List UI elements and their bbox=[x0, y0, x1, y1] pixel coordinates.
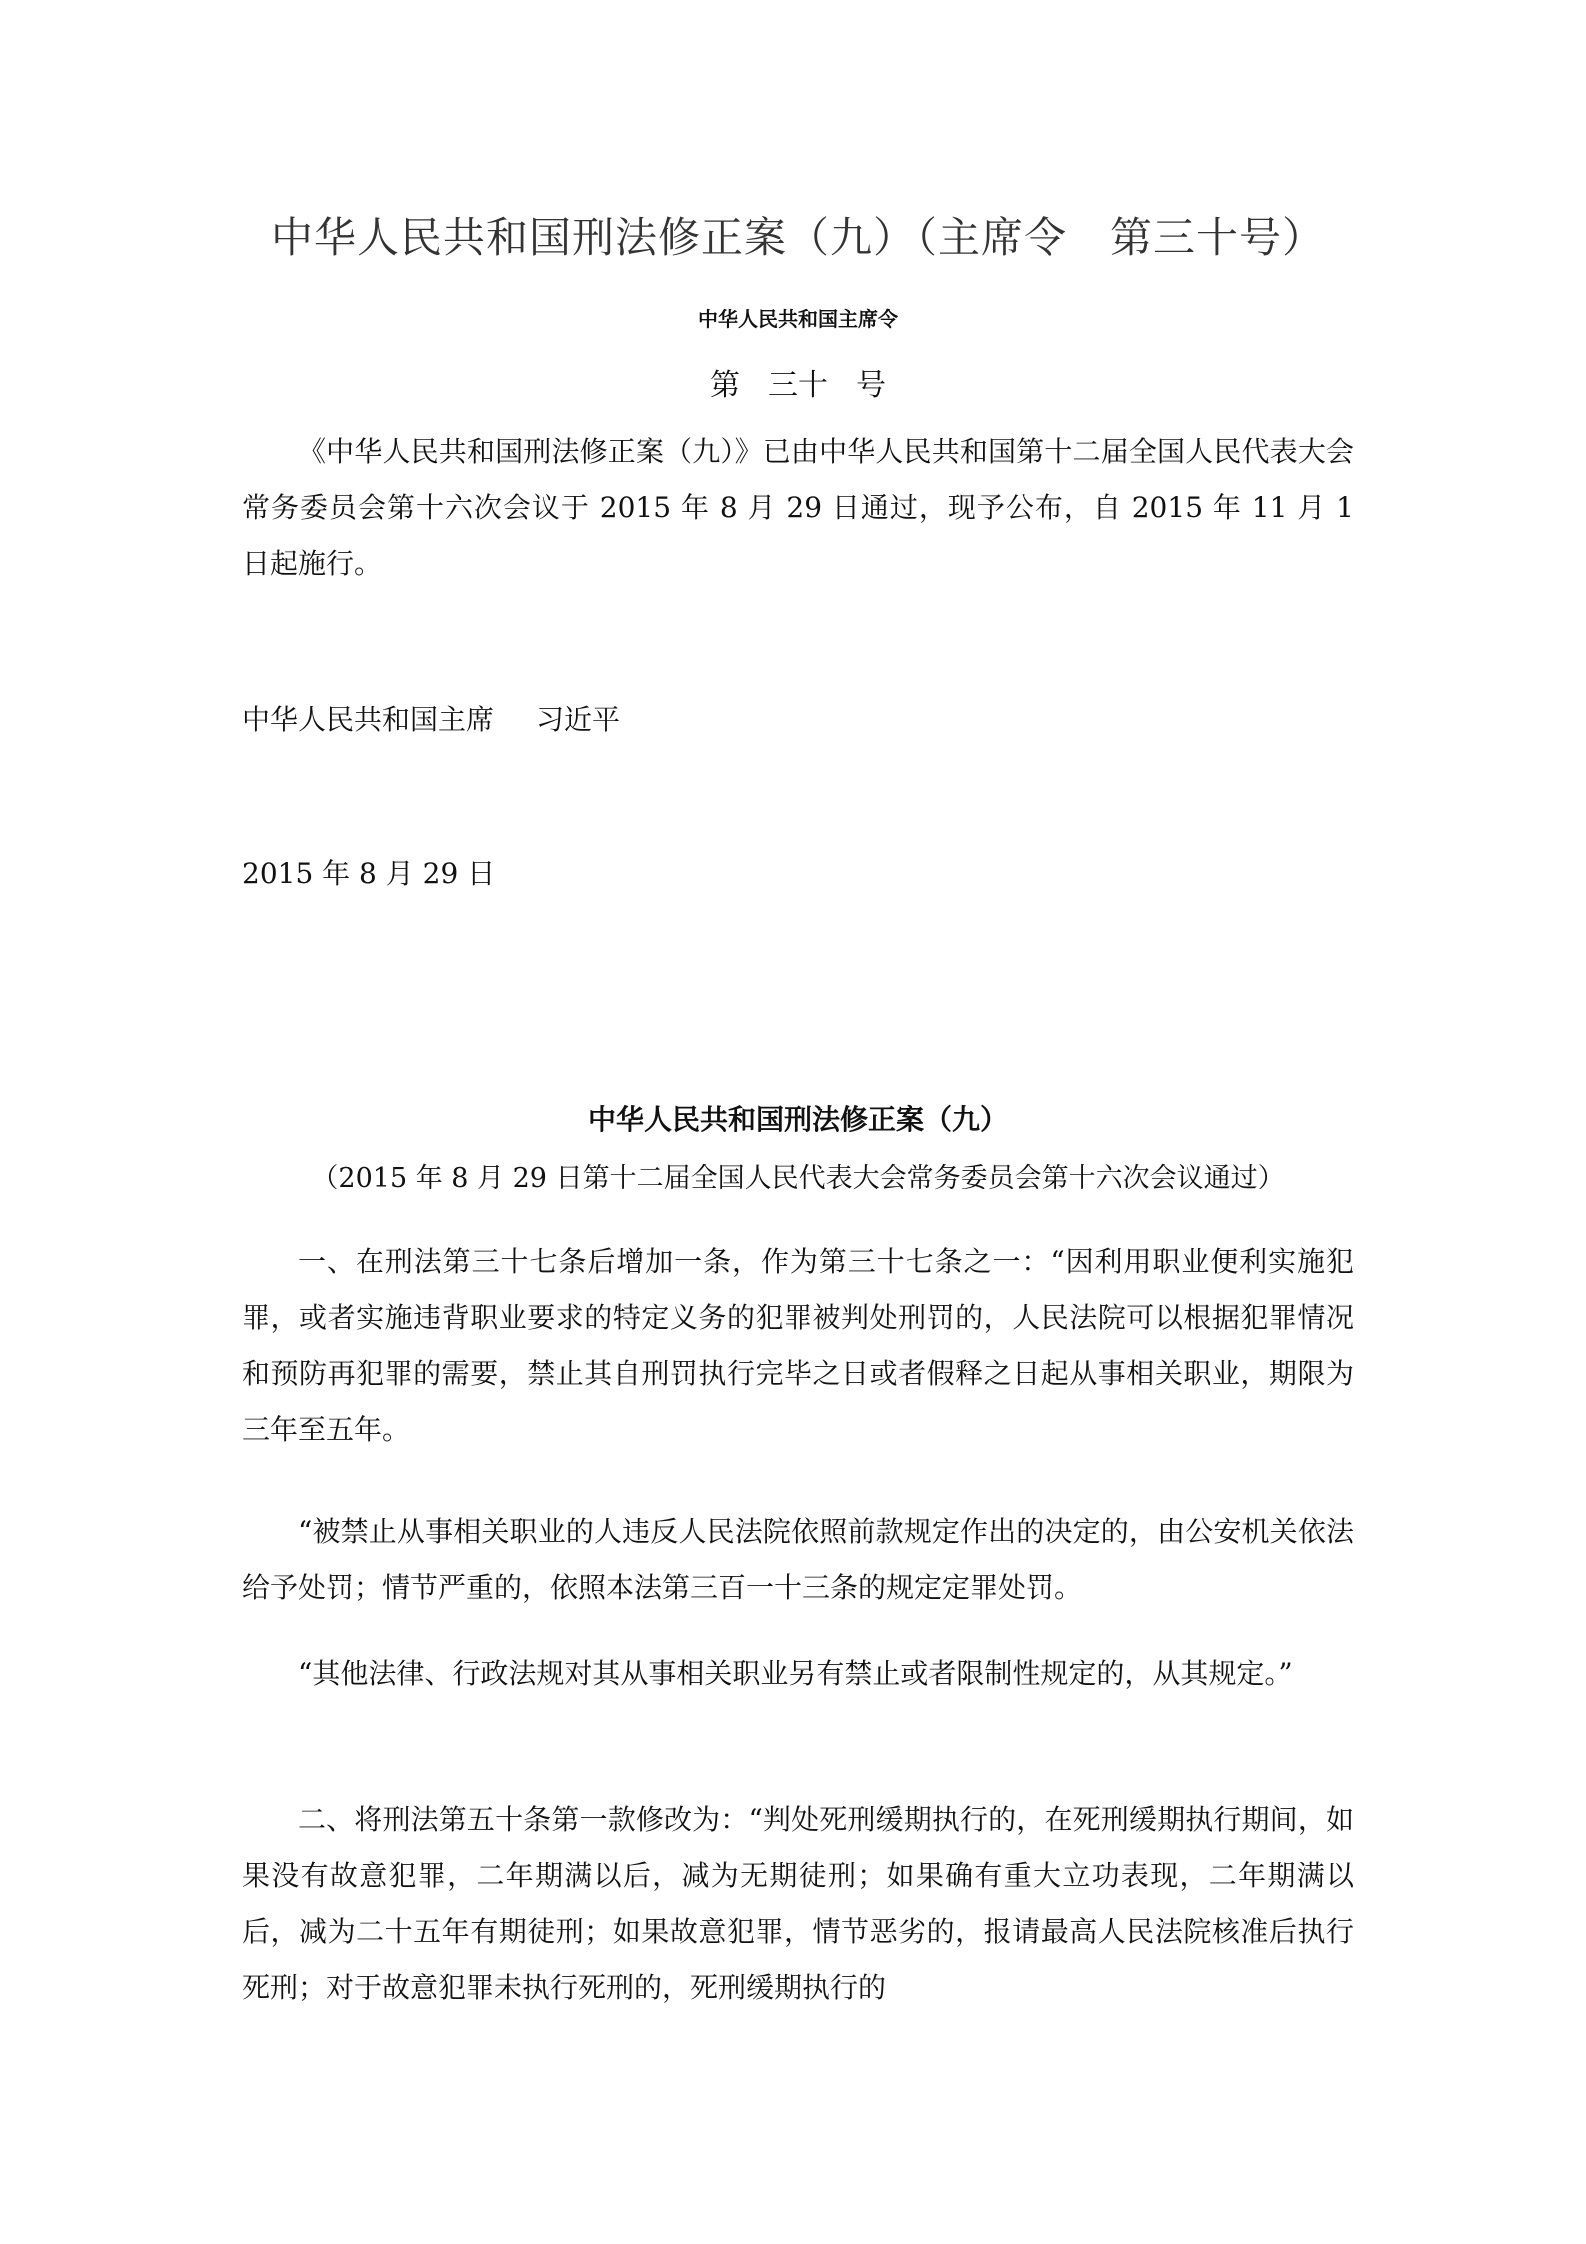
signature-line bbox=[242, 698, 620, 738]
document-title: 中华人民共和国刑法修正案（九）（主席令 第三十号） bbox=[270, 213, 1325, 262]
order-number-prefix: 第 bbox=[710, 368, 740, 403]
amendment-paragraph: 二、将刑法第五十条第一款修改为：“判处死刑缓期执行的，在死刑缓期执行期间，如果没有故意犯罪，二年期满以后，减为无期徒刑；如果确有重大立功表现，二年期满以后，减为二十五年有期徒刑；如果故意犯罪，情节恶劣的，报请最高人民法院核准后执行死刑；对于故意犯罪未执行死刑的，死刑缓期执行的 bbox=[242, 1803, 1354, 2004]
signature-name: 习近平 bbox=[536, 703, 621, 736]
amendment-paragraph: 一、在刑法第三十七条后增加一条，作为第三十七条之一：“因利用职业便利实施犯罪，或者实施违背职业要求的特定义务的犯罪被判处刑罚的，人民法院可以根据犯罪情况和预防再犯罪的需要，禁止其自刑罚执行完毕之日或者假释之日起从事相关职业，期限为三年至五年。 bbox=[242, 1245, 1354, 1446]
signature-title: 中华人民共和国主席 bbox=[242, 703, 495, 736]
promulgation-date: 2015 年 8 月 29 日 bbox=[242, 857, 496, 890]
amendment-subtitle: （2015 年 8 月 29 日第十二届全国人民代表大会常务委员会第十六次会议通过） bbox=[311, 1163, 1285, 1194]
amendment-paragraph: “被禁止从事相关职业的人违反人民法院依照前款规定作出的决定的，由公安机关依法给予处罚；情节严重的，依照本法第三百一十三条的规定定罪处罚。 bbox=[242, 1515, 1354, 1604]
order-number-suffix: 号 bbox=[856, 368, 886, 403]
order-number-value: 三十 bbox=[768, 368, 828, 403]
amendment-title: 中华人民共和国刑法修正案（九） bbox=[587, 1103, 1008, 1136]
order-header: 中华人民共和国主席令 bbox=[698, 307, 898, 331]
promulgation-paragraph: 《中华人民共和国刑法修正案（九）》已由中华人民共和国第十二届全国人民代表大会常务委员会第十六次会议于 2015 年 8 月 29 日通过，现予公布，自 2015 年 11 月 1 日起施行。 bbox=[242, 435, 1354, 580]
amendment-paragraph: “其他法律、行政法规对其从事相关职业另有禁止或者限制性规定的，从其规定。” bbox=[298, 1657, 1293, 1690]
order-number bbox=[242, 360, 1354, 404]
